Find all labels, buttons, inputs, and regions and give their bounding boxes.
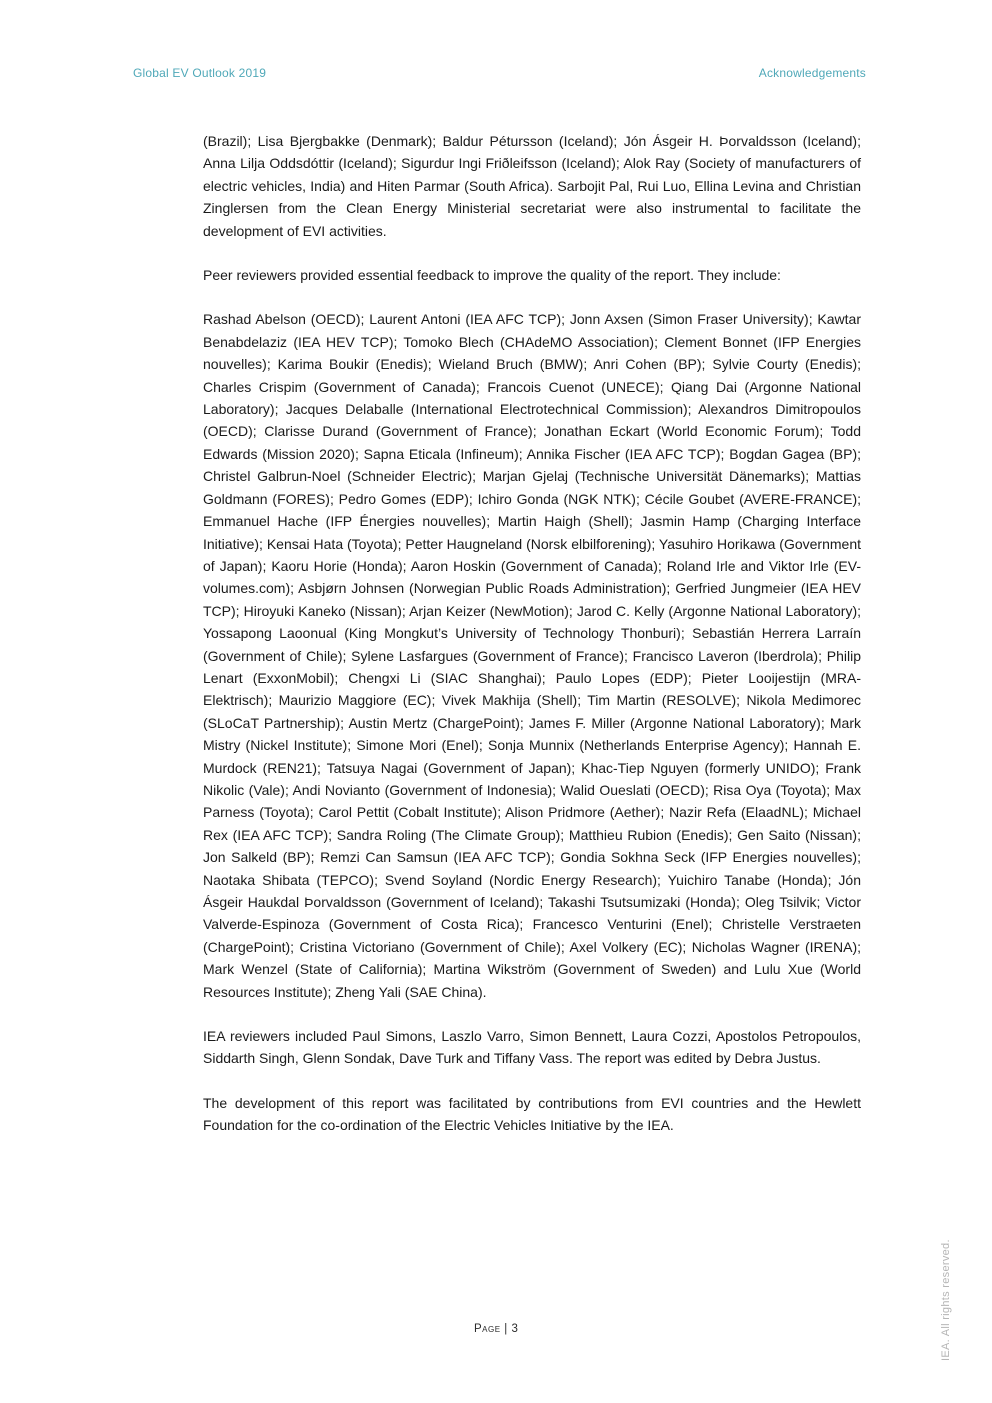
paragraph-funding: The development of this report was facilitated by contributions from EVI countries and the Hewlett Foundation for the co-ordination of the Electric Vehicles Initiative by the IEA.: [203, 1094, 861, 1134]
copyright-watermark: IEA. All rights reserved.: [940, 1239, 952, 1361]
header-report-title: Global EV Outlook 2019: [133, 66, 267, 80]
paragraph-iea-reviewers: IEA reviewers included Paul Simons, Laszlo Varro, Simon Bennett, Laura Cozzi, Apostolos Petropoulos, Siddarth Singh, Glenn Sondak, Dave Turk and Tiffany Vass. The report was edited by Debra Justus.: [203, 1028, 861, 1067]
header-section-title: Acknowledgements: [758, 66, 866, 80]
page-number: Page | 3: [474, 1323, 519, 1335]
paragraph-peer-reviewers-intro: Peer reviewers provided essential feedback to improve the quality of the report. They include:: [203, 267, 781, 284]
paragraph-contributors-continued: (Brazil); Lisa Bjergbakke (Denmark); Baldur Pétursson (Iceland); Jón Ásgeir H. Þorvaldsson (Iceland); Anna Lilja Oddsdóttir (Iceland); Sigurdur Ingi Friðleifsson (Iceland); Alok Ray (Society of manufacturers of electric vehicles, India) and Hiten Parmar (South Africa). Sarbojit Pal, Rui Luo, Ellina Levina and Christian Zinglersen from the Clean Energy Ministerial secretariat were also instrumental to facilitate the development of EVI activities.: [203, 133, 861, 239]
document-body: [203, 130, 861, 1137]
page-header: [133, 66, 866, 80]
paragraph-peer-reviewers-list: Rashad Abelson (OECD); Laurent Antoni (IEA AFC TCP); Jonn Axsen (Simon Fraser University); Kawtar Benabdelaziz (IEA HEV TCP); Tomoko Blech (CHAdeMO Association); Clement Bonnet (IFP Energies nouvelles); Karima Boukir (Enedis); Wieland Bruch (BMW); Anri Cohen (BP); Sylvie Courty (Enedis); Charles Crispim (Government of Canada); Francois Cuenot (UNECE); Qiang Dai (Argonne National Laboratory); Jacques Delaballe (International Electrotechnical Commission); Alexandros Dimitropoulos (OECD); Clarisse Durand (Government of France); Jonathan Eckart (World Economic Forum); Todd Edwards (Mission 2020); Sapna Eticala (Infineum); Annika Fischer (IEA AFC TCP); Bogdan Gagea (BP); Christel Galbrun-Noel (Schneider Electric); Marjan Gjelaj (Technische Universität Dänemarks); Mattias Goldmann (FORES); Pedro Gomes (EDP); Ichiro Gonda (NGK NTK); Cécile Goubet (AVERE-FRANCE); Emmanuel Hache (IFP Énergies nouvelles); Martin Haigh (Shell); Jasmin Hamp (Charging Interface Initiative); Kensai Hata (Toyota); Petter Haugneland (Norsk elbilforening); Yasuhiro Horikawa (Government of Japan); Kaoru Horie (Honda); Aaron Hoskin (Government of Canada); Roland Irle and Viktor Irle (EV-volumes.com); Asbjørn Johnsen (Norwegian Public Roads Administration); Gerfried Jungmeier (IEA HEV TCP); Hiroyuki Kaneko (Nissan); Arjan Keizer (NewMotion); Jarod C. Kelly (Argonne National Laboratory); Yossapong Laoonual (King Mongkut’s University of Technology Thonburi); Sebastián Herrera Larraín (Government of Chile); Sylene Lasfargues (Government of France); Francisco Laveron (Iberdrola); Philip Lenart (ExxonMobil); Chengxi Li (SIAC Shanghai); Paulo Lopes (EDP); Pieter Looijestijn (MRA-Elektrisch); Maurizio Maggiore (EC); Vivek Makhija (Shell); Tim Martin (RESOLVE); Nikola Medimorec (SLoCaT Partnership); Austin Mertz (ChargePoint); James F. Miller (Argonne National Laboratory); Mark Mistry (Nickel Institute); Simone Mori (Enel); Sonja Munnix (Netherlands Enterprise Agency); Hannah E. Murdock (REN21); Tatsuya Nagai (Government of Japan); Khac-Tiep Nguyen (formerly UNIDO); Frank Nikolic (Vale); Andi Novianto (Government of Indonesia); Walid Oueslati (OECD); Risa Oya (Toyota); Max Parness (Toyota); Carol Pettit (Cobalt Institute); Alison Pridmore (Aether); Nazir Refa (ElaadNL); Michael Rex (IEA AFC TCP); Sandra Roling (The Climate Group); Matthieu Rubion (Enedis); Gen Saito (Nissan); Jon Salkeld (BP); Remzi Can Samsun (IEA AFC TCP); Gondia Sokhna Seck (IFP Energies nouvelles); Naotaka Shibata (TEPCO); Svend Soyland (Nordic Energy Research); Yuichiro Tanabe (Honda); Jón Ásgeir Haukdal Þorvaldsson (Government of Iceland); Takashi Tsutsumizaki (Honda); Oleg Tsilvik; Victor Valverde-Espinoza (Government of Costa Rica); Francesco Venturini (Enel); Christelle Verstraeten (ChargePoint); Cristina Victoriano (Government of Chile); Axel Volkery (EC); Nicholas Wagner (IRENA); Mark Wenzel (State of California); Martina Wikström (Government of Sweden) and Lulu Xue (World Resources Institute); Zheng Yali (SAE China).: [203, 311, 861, 1000]
